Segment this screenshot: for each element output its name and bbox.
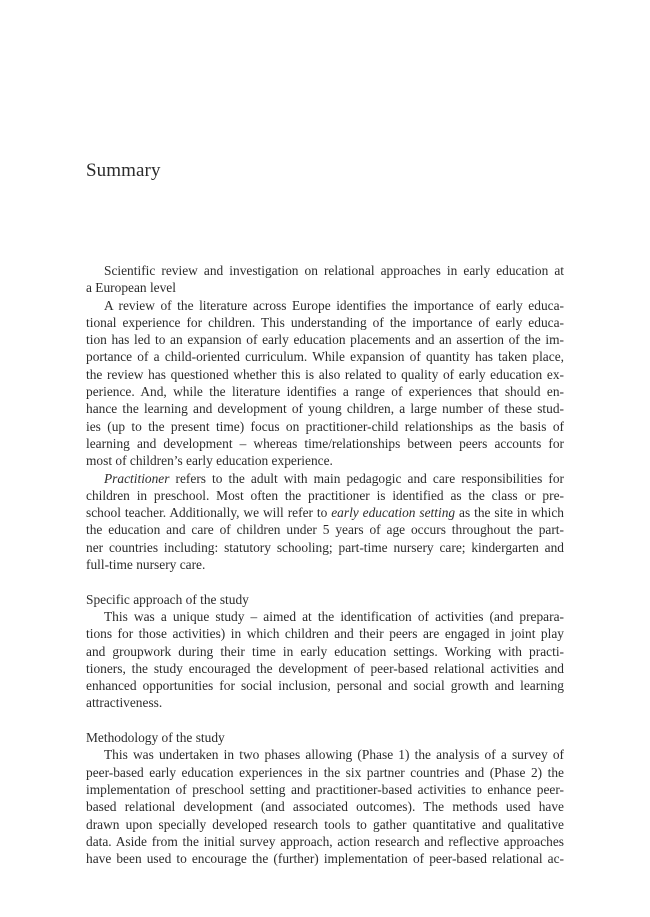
paragraph-line: the review has questioned whether this is also related to quality of early education ex- <box>86 366 564 382</box>
line-text: refers to the adult with main pedagogic and care responsibilities for <box>169 470 564 486</box>
paragraph-line: This was undertaken in two phases allowing (Phase 1) the analysis of a survey of <box>104 747 564 763</box>
paragraph-line: learning and development – whereas time/relationships between peers accounts for <box>86 435 564 451</box>
paragraph-line: tions for those activities) in which children and their peers are engaged in joint play <box>86 626 564 642</box>
paragraph-line: and groupwork during their time in early education settings. Working with practi- <box>86 643 564 659</box>
paragraph-line: tion has led to an expansion of early education placements and an assertion of the im- <box>86 332 564 348</box>
paragraph-line: have been used to encourage the (further) implementation of peer-based relational ac- <box>86 851 564 867</box>
paragraph-line: hance the learning and development of young children, a large number of these stud- <box>86 401 564 417</box>
term-practitioner: Practitioner <box>104 470 170 486</box>
paragraph-line <box>86 504 564 521</box>
section-heading: Specific approach of the study <box>86 591 249 607</box>
paragraph-line: implementation of preschool setting and practitioner-based activities to enhance peer- <box>86 781 564 797</box>
section-heading: Methodology of the study <box>86 730 225 746</box>
paragraph-line: ies (up to the present time) focus on practitioner-child relationships as the basis of <box>86 418 564 434</box>
paragraph-line: A review of the literature across Europe identifies the importance of early educa- <box>104 297 564 313</box>
paragraph-line: ner countries including: statutory schooling; part-time nursery care; kindergarten and <box>86 539 564 555</box>
paragraph-line: children in preschool. Most often the practitioner is identified as the class or pre- <box>86 487 564 503</box>
paragraph-line: Scientific review and investigation on relational approaches in early education at <box>104 263 564 278</box>
line-text: as the site in which <box>455 505 564 521</box>
page-title: Summary <box>86 160 161 181</box>
paragraph-line: peer-based early education experiences in the six partner countries and (Phase 2) the <box>86 764 564 780</box>
paragraph-line: enhanced opportunities for social inclusion, personal and social growth and learning <box>86 678 564 694</box>
paragraph-line: tional experience for children. This understanding of the importance of early educa- <box>86 314 564 330</box>
paragraph-line: most of children’s early education experience. <box>86 453 333 469</box>
paragraph-line <box>86 470 564 487</box>
paragraph-line: This was a unique study – aimed at the identification of activities (and prepara- <box>104 608 564 624</box>
paragraph-line: tioners, the study encouraged the development of peer-based relational activities and <box>86 660 564 676</box>
paragraph-line: perience. And, while the literature identifies a range of experiences that should en- <box>86 384 564 400</box>
summary-body <box>86 262 564 867</box>
line-text: school teacher. Additionally, we will refer to <box>86 505 332 521</box>
paragraph-line: data. Aside from the initial survey approach, action research and reflective approaches <box>86 833 564 849</box>
term-early-education-setting: early education setting <box>331 505 456 521</box>
paragraph-line: based relational development (and associated outcomes). The methods used have <box>86 799 564 815</box>
paragraph-line: full-time nursery care. <box>86 557 206 573</box>
paragraph-line: a European level <box>86 280 176 296</box>
paragraph-line: the education and care of children under 5 years of age occurs throughout the part- <box>86 522 564 538</box>
paragraph-line: drawn upon specially developed research tools to gather quantitative and qualitative <box>86 816 564 832</box>
paragraph-line: portance of a child-oriented curriculum. While expansion of quantity has taken place, <box>86 349 564 365</box>
paragraph-line: attractiveness. <box>86 695 163 711</box>
